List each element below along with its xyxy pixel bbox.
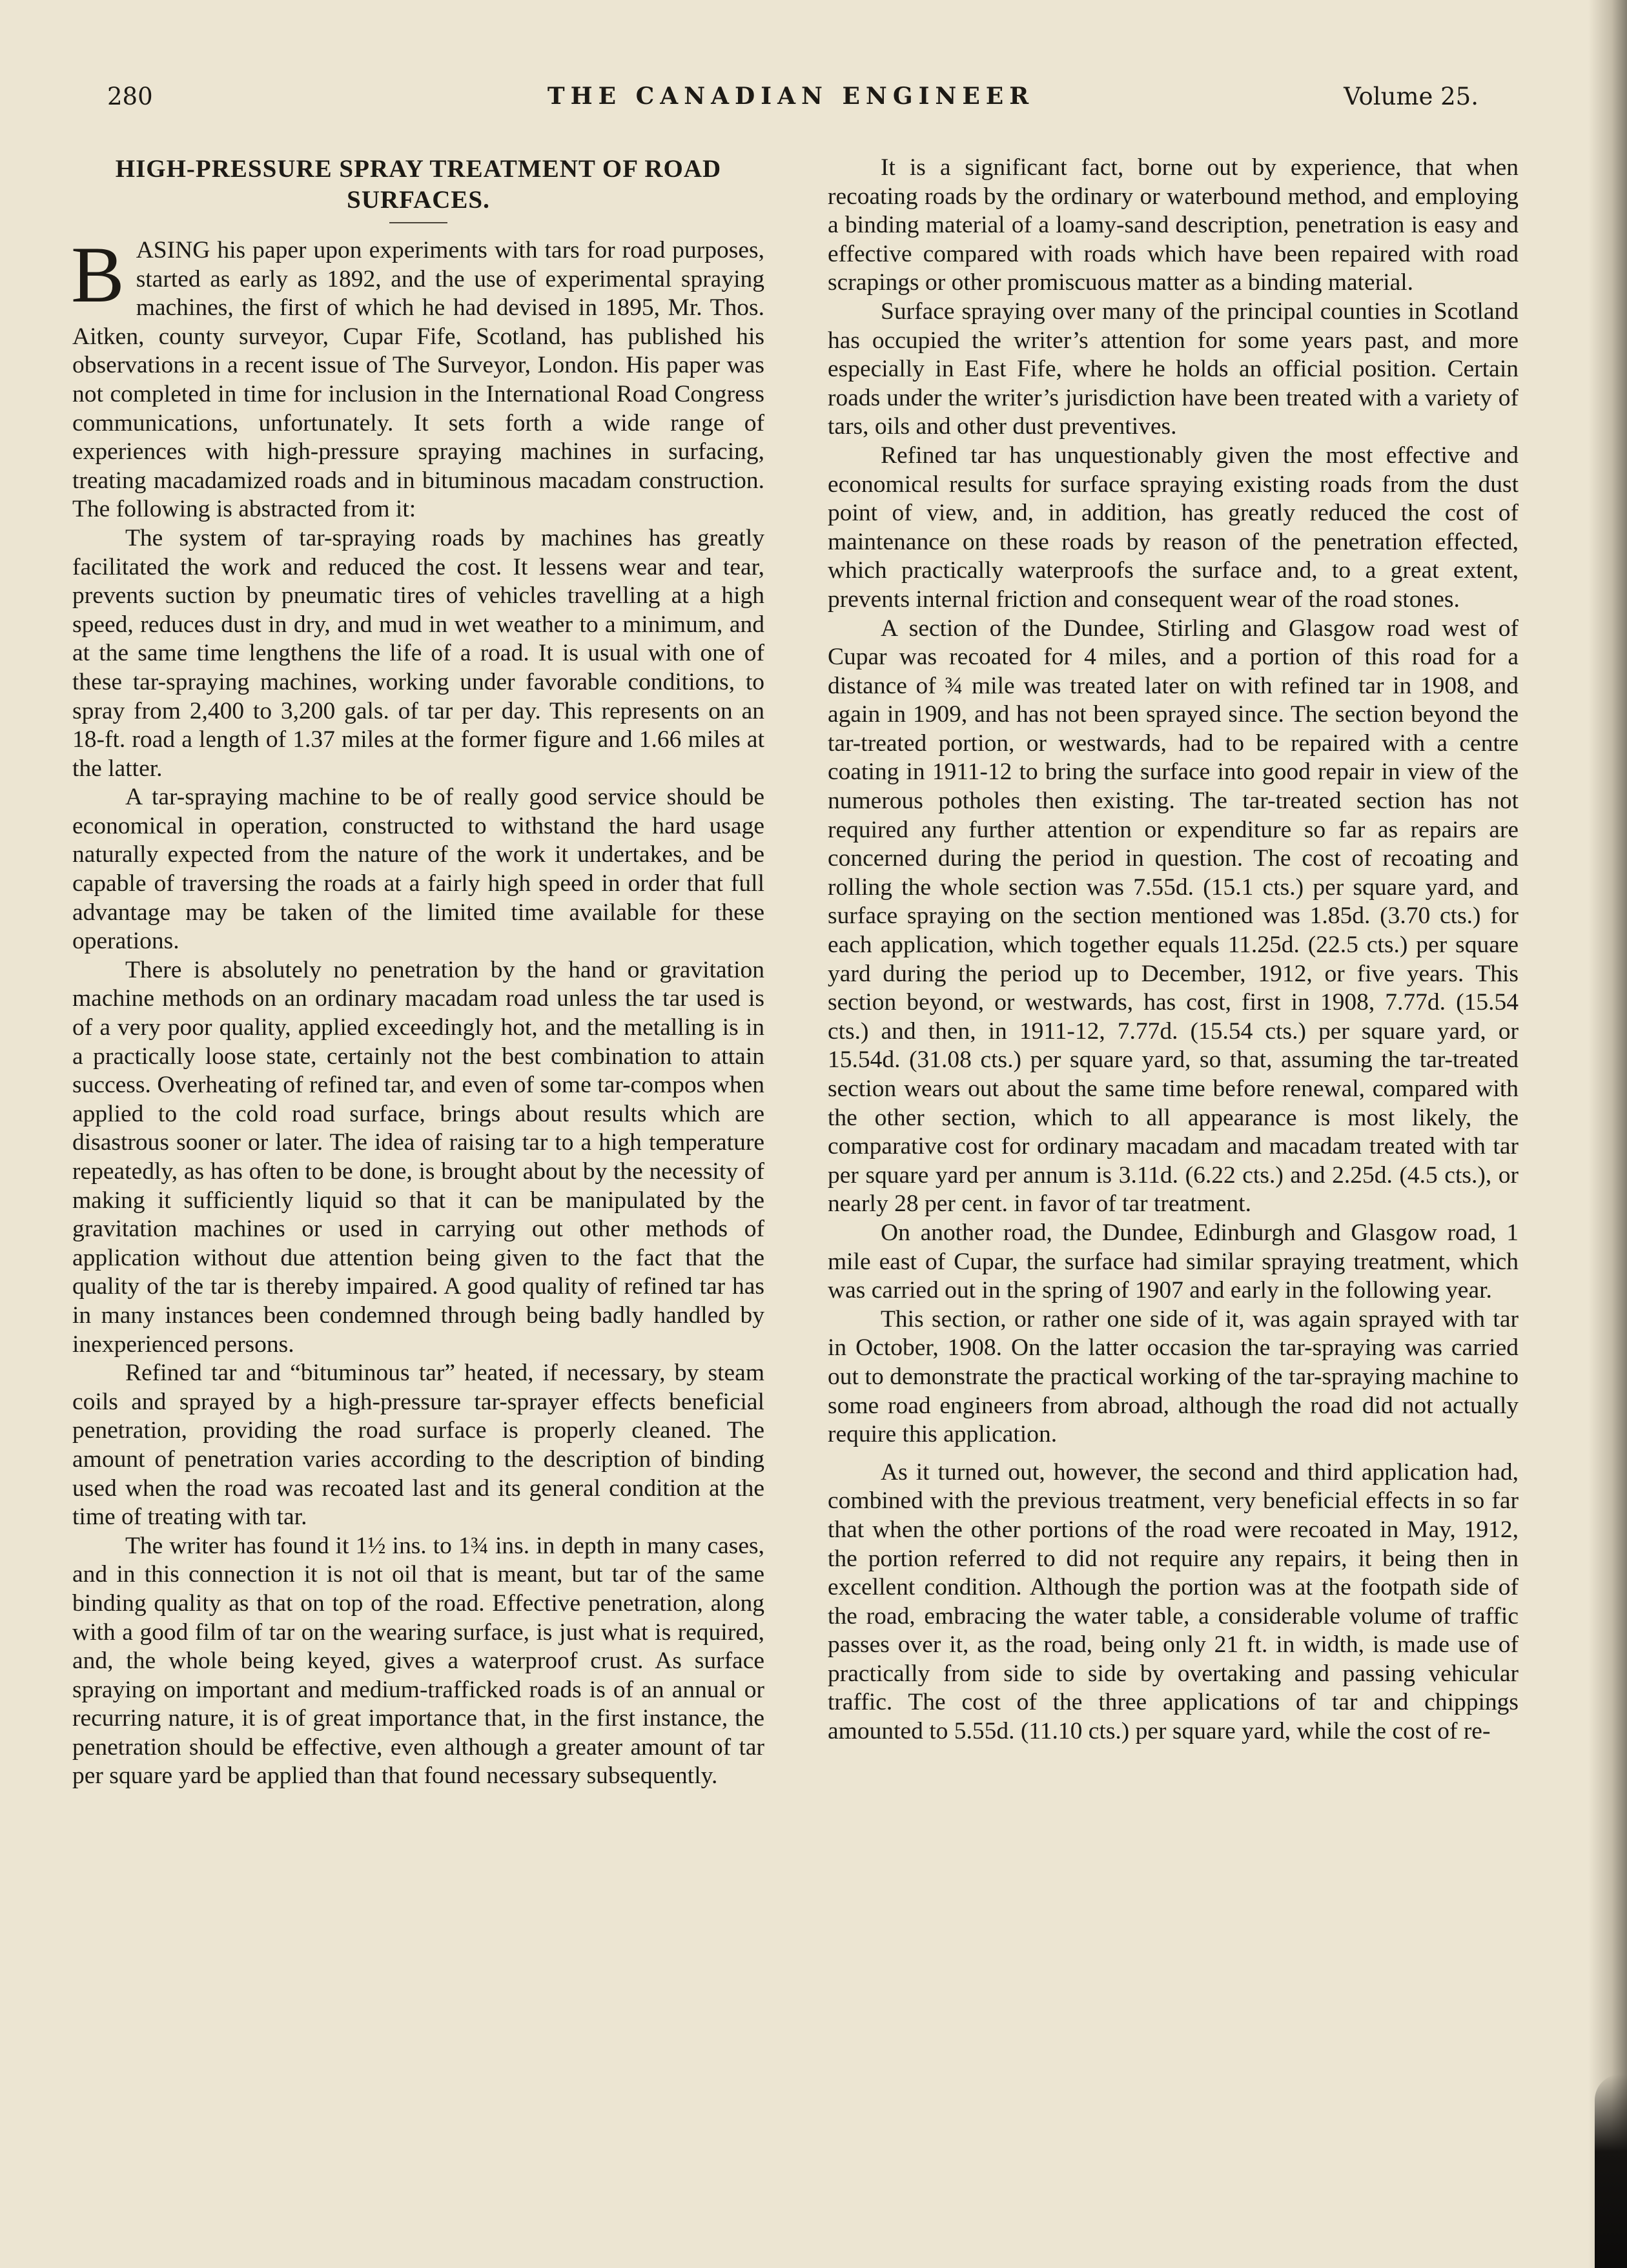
paragraph: A section of the Dundee, Stirling and Glasgow road west of Cupar was recoated for 4 miles, and a portion of this road for a distance of ¾ mile was treated later on with refined tar in 1908, and again in 1909, and has not been sprayed since. The section beyond the tar-treated portion, or westwards, had to be repaired with a centre coating in 1911-12 to bring the surface into good repair in view of the numerous potholes then existing. The tar-treated section has not required any further attention or expenditure so far as repairs are concerned during the period in question. The cost of recoating and rolling the whole section was 7.55d. (15.1 cts.) per square yard, and surface spraying on the section mentioned was 1.85d. (3.70 cts.) for each application, which together equals 11.25d. (22.5 cts.) per square yard during the period up to December, 1912, or five years. This section beyond, or westwards, has cost, first in 1908, 7.77d. (15.54 cts.) and then, in 1911-12, 7.77d. (15.54 cts.) per square yard, or 15.54d. (31.08 cts.) per square yard, so that, assuming the tar-treated section wears out about the same time before renewal, compared with the other section, which to all appearance is most likely, the comparative cost for ordinary macadam and macadam treated with tar per square yard per annum is 3.11d. (6.22 cts.) and 2.25d. (4.5 cts.), or nearly 28 per cent. in favor of tar treatment. (828, 615, 1519, 1218)
paragraph: It is a significant fact, borne out by experience, that when recoating roads by the ordinary or waterbound method, and employing a binding material of a loamy-sand description, penetration is easy and effective compared with roads which have been repaired with road scrapings or other promiscuous matter as a binding material. (828, 154, 1519, 296)
page-edge-shadow (1588, 0, 1627, 2268)
paragraph: There is absolutely no penetration by the hand or gravitation machine methods on an ordinary macadam road unless the tar used is of a very poor quality, applied exceedingly hot, and the metalling is in a practically loose state, certainly not the best combination to attain success. Overheating of refined tar, and even of some tar-compos when applied to the cold road surface, brings about results which are disastrous sooner or later. The idea of raising tar to a high temperature repeatedly, as has often to be done, is brought about by the necessity of making it sufficiently liquid so that it can be manipulated by the gravitation machines or used in carrying out other methods of application without due attention being given to the fact that the quality of the tar is thereby impaired. A good quality of refined tar has in many instances been condemned through being badly handled by inexperienced persons. (72, 956, 764, 1358)
paragraph: Refined tar has unquestionably given the most effective and economical results for surface spraying existing roads from the dust point of view, and, in addition, has greatly reduced the cost of maintenance on these roads by reason of the penetration effected, which practically waterproofs the surface and, to a great extent, prevents internal friction and consequent wear of the road stones. (828, 442, 1519, 613)
page-corner-shadow (1595, 2074, 1627, 2268)
page-number: 280 (107, 83, 153, 110)
paragraph: As it turned out, however, the second and third application had, combined with the previous treatment, very beneficial effects in so far that when the other portions of the road were recoated in May, 1912, the portion referred to did not require any repairs, it being then in excellent condition. Although the portion was at the footpath side of the road, embracing the water table, a considerable volume of traffic passes over it, as the road, being only 21 ft. in width, is made use of practically from side to side by overtaking and passing vehicular traffic. The cost of the three applications of tar and chippings amounted to 5.55d. (11.10 cts.) per square yard, while the cost of re- (828, 1458, 1519, 1745)
right-column (828, 154, 1519, 1746)
paragraph: This section, or rather one side of it, was again sprayed with tar in October, 1908. On the latter occasion the tar-spraying was carried out to demonstrate the practical working of the tar-spraying machine to some road engineers from abroad, although the road did not actually require this application. (828, 1305, 1519, 1448)
paragraph: On another road, the Dundee, Edinburgh and Glasgow road, 1 mile east of Cupar, the surface had similar spraying treatment, which was carried out in the spring of 1907 and early in the following year. (828, 1219, 1519, 1304)
article-title: HIGH-PRESSURE SPRAY TREATMENT OF ROAD SURFACES. (115, 155, 722, 214)
paragraph: The writer has found it 1½ ins. to 1¾ ins. in depth in many cases, and in this connection it is not oil that is meant, but tar of the same binding quality as that on top of the road. Effective penetration, along with a good film of tar on the wearing surface, is just what is required, and, the whole being keyed, gives a waterproof crust. As surface spraying on important and medium-trafficked roads is of an annual or recurring nature, it is of great importance that, in the first instance, the penetration should be effective, even although a greater amount of tar per square yard be applied than that found necessary subsequently. (72, 1532, 764, 1790)
title-divider (389, 222, 447, 223)
paragraph: The system of tar-spraying roads by machines has greatly facilitated the work and reduced the cost. It lessens wear and tear, prevents suction by pneumatic tires of vehicles travelling at a high speed, reduces dust in dry, and mud in wet weather to a minimum, and at the same time lengthens the life of a road. It is usual with one of these tar-spraying machines, working under favorable conditions, to spray from 2,400 to 3,200 gals. of tar per day. This represents on an 18-ft. road a length of 1.37 miles at the former figure and 1.66 miles at the latter. (72, 524, 764, 782)
paragraph: Surface spraying over many of the principal counties in Scotland has occupied the writer’s attention for some years past, and more especially in East Fife, where he holds an official position. Certain roads under the writer’s jurisdiction have been treated with a variety of tars, oils and other dust preventives. (828, 298, 1519, 440)
volume-label: Volume 25. (1344, 83, 1479, 110)
paragraph-gap (828, 1449, 1519, 1458)
running-header (103, 83, 1479, 121)
journal-title: THE CANADIAN ENGINEER (547, 83, 1035, 110)
drop-cap: B (71, 230, 125, 319)
paragraph: Refined tar and “bituminous tar” heated, if necessary, by steam coils and sprayed by a high-pressure tar-sprayer effects beneficial penetration, providing the road surface is properly cleaned. The amount of penetration varies according to the description of binding used when the road was recoated last and its general condition at the time of treating with tar. (72, 1360, 764, 1531)
paragraph-intro: BASING his paper upon experiments with tars for road purposes, started as early as 1892, and the use of experimental spraying machines, the first of which he had devised in 1895, Mr. Thos. Aitken, county surveyor, Cupar Fife, Scotland, has published his observations in a recent issue of The Surveyor, London. His paper was not completed in time for inclusion in the International Road Congress communications, unfortunately. It sets forth a wide range of experiences with high-pressure spraying machines in surfacing, treating macadamized roads and in bituminous macadam construction. The following is abstracted from it: (71, 230, 764, 523)
left-column (72, 154, 764, 1791)
paragraph: A tar-spraying machine to be of really good service should be economical in operation, constructed to withstand the hard usage naturally expected from the nature of the work it undertakes, and be capable of traversing the roads at a fairly high speed in order that full advantage may be taken of the limited time available for these operations. (72, 784, 764, 955)
